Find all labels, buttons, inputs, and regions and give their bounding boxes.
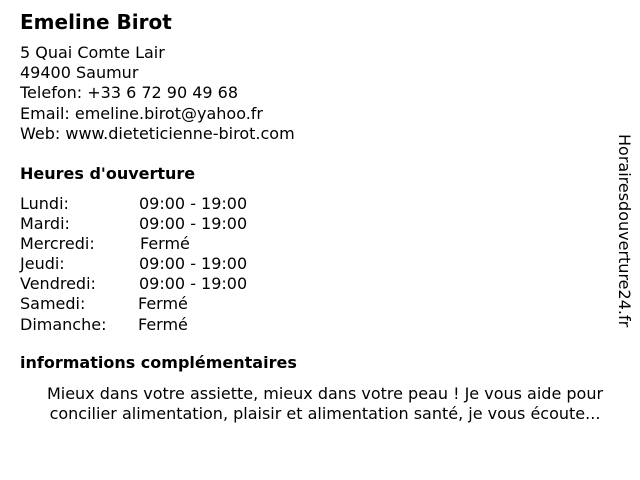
address-street: 5 Quai Comte Lair bbox=[20, 43, 165, 62]
website-line: Web: www.dieteticienne-birot.com bbox=[20, 123, 295, 143]
phone-line: Telefon: +33 6 72 90 49 68 bbox=[20, 83, 239, 103]
info-title: informations complémentaires bbox=[20, 353, 297, 372]
day-label: Dimanche: bbox=[20, 314, 107, 334]
hours-value: Fermé bbox=[138, 314, 188, 334]
hours-value: 09:00 - 19:00 bbox=[139, 194, 248, 213]
business-name: Emeline Birot bbox=[20, 10, 172, 34]
hours-value: 09:00 - 19:00 bbox=[139, 254, 248, 274]
day-label: Lundi: bbox=[20, 194, 69, 213]
email-line: Email: emeline.birot@yahoo.fr bbox=[20, 103, 263, 123]
day-label: Samedi: bbox=[20, 294, 86, 314]
address-city: 49400 Saumur bbox=[20, 63, 139, 83]
site-watermark: Horairesdouverture24.fr bbox=[615, 134, 634, 328]
day-label: Vendredi: bbox=[20, 274, 96, 294]
hours-title: Heures d'ouverture bbox=[20, 164, 196, 183]
hours-value: Fermé bbox=[138, 294, 188, 314]
hours-value: Fermé bbox=[140, 234, 190, 254]
hours-value: 09:00 - 19:00 bbox=[139, 214, 248, 234]
business-description: Mieux dans votre assiette, mieux dans votre peau ! Je vous aide pour concilier alimentation, plaisir et alimentation santé, je vous écoute... bbox=[46, 384, 604, 423]
hours-value: 09:00 - 19:00 bbox=[139, 274, 248, 294]
contact-block bbox=[20, 43, 295, 144]
day-label: Jeudi: bbox=[20, 254, 65, 274]
day-label: Mercredi: bbox=[20, 234, 95, 254]
day-label: Mardi: bbox=[20, 214, 70, 234]
